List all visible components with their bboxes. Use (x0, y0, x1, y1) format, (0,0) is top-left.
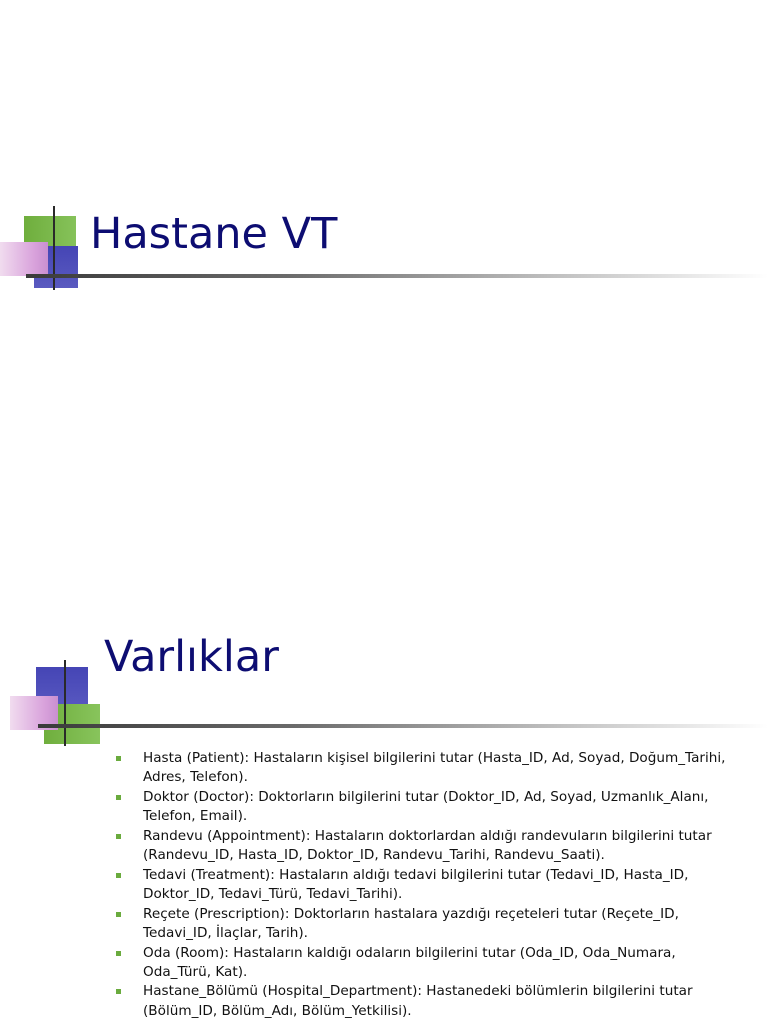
bullet-square-icon (116, 756, 121, 761)
list-item-text: Randevu (Appointment): Hastaların doktorlardan aldığı randevuların bilgilerini tutar (Randevu_ID, Hasta_ID, Doktor_ID, Randevu_Tarihi, Randevu_Saati). (143, 827, 712, 864)
bullet-square-icon (116, 989, 121, 994)
list-item (116, 905, 726, 943)
list-item (116, 827, 726, 865)
list-item-text: Doktor (Doctor): Doktorların bilgilerini tutar (Doktor_ID, Ad, Soyad, Uzmanlık_Alanı, Telefon, Email). (143, 788, 709, 825)
list-item (116, 944, 726, 982)
list-item-text: Oda (Room): Hastaların kaldığı odaların bilgilerini tutar (Oda_ID, Oda_Numara, Oda_Türü, Kat). (143, 944, 676, 980)
list-item-text: Tedavi (Treatment): Hastaların aldığı tedavi bilgilerini tutar (Tedavi_ID, Hasta_ID, Doktor_ID, Tedavi_Türü, Tedavi_Tarihi). (143, 866, 689, 902)
bullet-square-icon (116, 795, 121, 800)
bullet-square-icon (116, 912, 121, 917)
bullet-square-icon (116, 873, 121, 878)
pink-square (0, 242, 48, 276)
title-underline (38, 724, 768, 728)
bullet-square-icon (116, 951, 121, 956)
decoration-vertical-line (64, 660, 66, 746)
list-item-text: Hastane_Bölümü (Hospital_Department): Hastanedeki bölümlerin bilgilerini tutar (Bölüm_ID, Bölüm_Adı, Bölüm_Yetkilisi). (143, 983, 693, 1019)
slide-title-heading: Hastane VT (90, 209, 338, 259)
list-item-text: Reçete (Prescription): Doktorların hastalara yazdığı reçeteleri tutar (Reçete_ID, Tedavi_ID, İlaçlar, Tarih). (143, 905, 679, 941)
list-item (116, 749, 726, 787)
list-item (116, 788, 726, 826)
entity-list (116, 749, 726, 1021)
list-item (116, 982, 726, 1020)
list-item-text: Hasta (Patient): Hastaların kişisel bilgilerini tutar (Hasta_ID, Ad, Soyad, Doğum_Tarihi, Adres, Telefon). (143, 750, 726, 786)
slide-entities (0, 512, 768, 1024)
slide-title-heading: Varlıklar (104, 632, 279, 682)
title-underline (26, 274, 768, 278)
list-item (116, 866, 726, 904)
bullet-square-icon (116, 834, 121, 839)
